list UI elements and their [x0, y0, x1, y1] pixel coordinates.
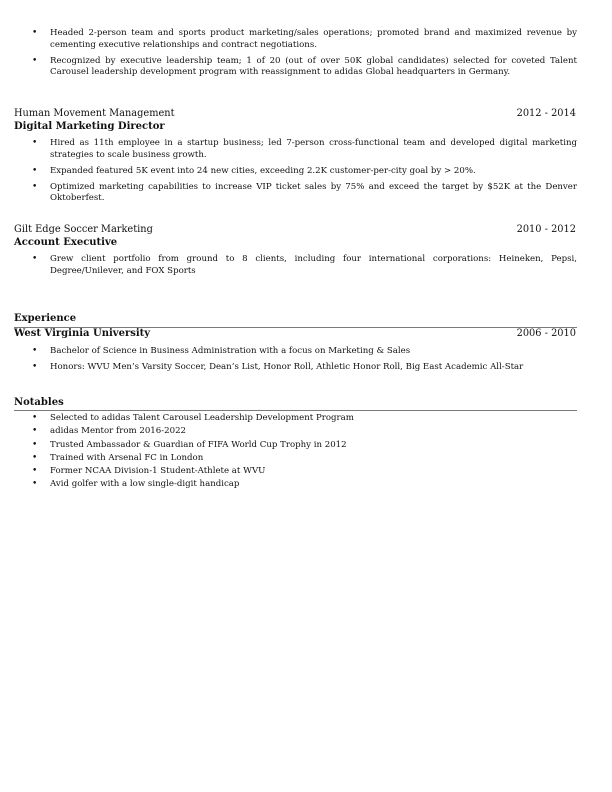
job-bullet-list	[32, 138, 577, 209]
bullet-dot: •	[32, 452, 38, 463]
bullet-dot: •	[32, 181, 38, 192]
job-title: Digital Marketing Director	[14, 121, 165, 132]
bullet-dot: •	[32, 138, 38, 148]
bullet-dot: •	[32, 28, 38, 38]
education-bullet-list	[32, 346, 577, 378]
bullet-item: • adidas Mentor from 2016-2022	[32, 426, 187, 437]
prior-job-bullet-list	[32, 28, 577, 83]
bullet-dot: •	[32, 165, 38, 176]
company-name: Gilt Edge Soccer Marketing	[14, 224, 153, 235]
company-name: Human Movement Management	[14, 108, 175, 119]
job-dates: 2012 - 2014	[516, 108, 576, 119]
bullet-dot: •	[32, 439, 38, 450]
bullet-item: • Trained with Arsenal FC in London	[32, 452, 204, 463]
bullet-item: • Trusted Ambassador & Guardian of FIFA World Cup Trophy in 2012	[32, 439, 347, 450]
job-title: Account Executive	[14, 237, 118, 248]
job-bullet-list	[32, 254, 577, 282]
education-dates: 2006 - 2010	[516, 328, 576, 339]
bullet-dot: •	[32, 479, 38, 490]
bullet-dot: •	[32, 466, 38, 477]
bullet-dot: •	[32, 426, 38, 437]
bullet-item: • Expanded featured 5K event into 24 new cities, exceeding 2.2K customer-per-city goal by > 20%.	[32, 165, 476, 176]
bullet-item: • Bachelor of Science in Business Administration with a focus on Marketing & Sales	[32, 346, 411, 356]
bullet-item: • Recognized by executive leadership team; 1 of 20 (out of over 50K global candidates) selected for coveted Talent Carousel leadership development program with reassignment to adidas Global headquarters in Germany.	[32, 55, 577, 77]
bullet-dot: •	[32, 362, 38, 372]
notables-bullet-list	[32, 413, 577, 493]
bullet-dot: •	[32, 413, 38, 423]
section-heading-notables: Notables	[14, 397, 64, 408]
bullet-dot: •	[32, 346, 38, 356]
bullet-item: • Hired as 11th employee in a startup business; led 7-person cross-functional team and developed digital marketing strategies to scale business growth.	[32, 138, 577, 160]
section-divider	[14, 410, 577, 411]
bullet-item: • Optimized marketing capabilities to increase VIP ticket sales by 75% and exceed the target by $52K at the Denver Oktoberfest.	[32, 181, 577, 203]
bullet-item: • Honors: WVU Men’s Varsity Soccer, Dean’s List, Honor Roll, Athletic Honor Roll, Big East Academic All-Star	[32, 362, 524, 372]
bullet-item: • Selected to adidas Talent Carousel Leadership Development Program	[32, 413, 354, 423]
bullet-dot: •	[32, 254, 38, 264]
bullet-item: • Avid golfer with a low single-digit handicap	[32, 479, 240, 490]
job-dates: 2010 - 2012	[516, 224, 576, 235]
bullet-item: • Grew client portfolio from ground to 8 clients, including four international corporations: Heineken, Pepsi, Degree/Unilever, and FOX Sports	[32, 254, 577, 276]
section-heading-experience: Experience	[14, 313, 77, 324]
school-name: West Virginia University	[14, 328, 151, 339]
bullet-dot: •	[32, 55, 38, 66]
bullet-item: • Headed 2-person team and sports product marketing/sales operations; promoted brand and maximized revenue by cementing executive relationships and contract negotiations.	[32, 28, 577, 50]
bullet-item: • Former NCAA Division-1 Student-Athlete at WVU	[32, 466, 266, 477]
